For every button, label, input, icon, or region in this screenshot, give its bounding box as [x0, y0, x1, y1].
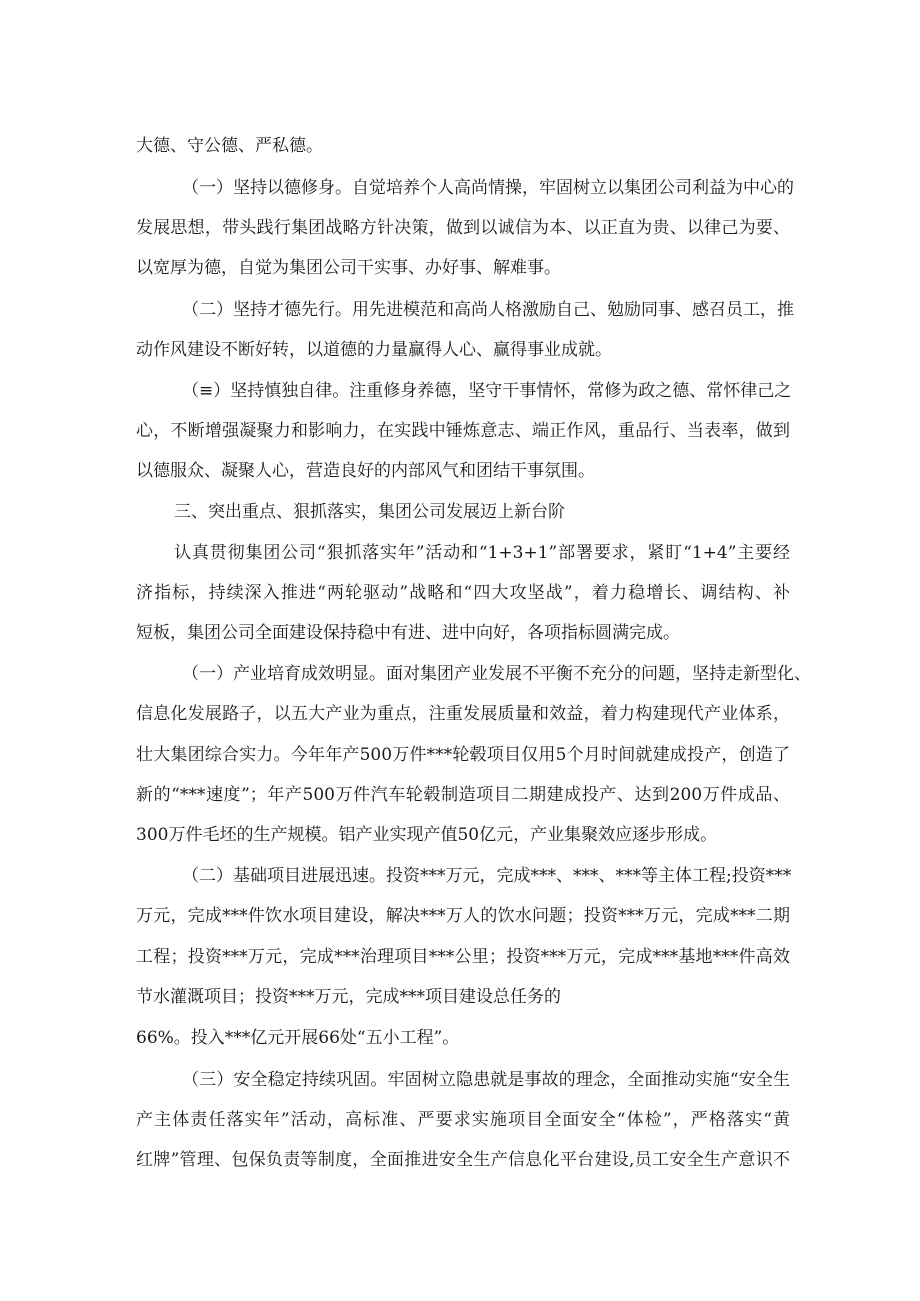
text-line: 新的“***速度”；年产500万件汽车轮毂制造项目二期建成投产、达到200万件成品、 — [136, 785, 790, 805]
text-line: 发展思想，带头践行集团战略方针决策，做到以诚信为本、以正直为贵、以律己为要、 — [136, 218, 790, 238]
text-line: 动作风建设不断好转，以道德的力量赢得人心、赢得事业成就。 — [136, 340, 612, 360]
text-line: 工程；投资***万元，完成***治理项目***公里；投资***万元，完成***基地***件高效 — [136, 947, 790, 967]
text-line: 以宽厚为德，自觉为集团公司干实事、办好事、解难事。 — [136, 258, 561, 278]
text-line: 壮大集团综合实力。今年年产500万件***轮毂项目仅用5个月时间就建成投产，创造了 — [136, 745, 790, 765]
text-line: 300万件毛坯的生产规模。铝产业实现产值50亿元，产业集聚效应逐步形成。 — [136, 825, 718, 845]
paragraph-first-line: （一）产业培育成效明显。面对集团产业发展不平衡不充分的问题，坚持走新型化、 — [182, 664, 811, 684]
paragraph-first-line: （三）安全稳定持续巩固。牢固树立隐患就是事故的理念，全面推动实施“安全生 — [182, 1070, 790, 1090]
text-line: 信息化发展路子，以五大产业为重点，注重发展质量和效益，着力构建现代产业体系， — [136, 704, 790, 724]
text-line: 万元，完成***件饮水项目建设，解决***万人的饮水问题；投资***万元，完成***二期 — [136, 906, 790, 926]
text-line: 以德服众、凝聚人心，营造良好的内部风气和团结干事氛围。 — [136, 461, 595, 481]
paragraph-first-line: （二）坚持才德先行。用先进模范和高尚人格激励自己、勉励同事、感召员工，推 — [182, 300, 794, 320]
paragraph-first-line: （二）基础项目进展迅速。投资***万元，完成***、***、***等主体工程;投资*** — [182, 866, 792, 886]
text-line: 心，不断增强凝聚力和影响力，在实践中锤炼意志、端正作风，重品行、当表率，做到 — [136, 421, 790, 441]
paragraph-first-line: （≡）坚持慎独自律。注重修身养德，坚守干事情怀，常修为政之德、常怀律己之 — [182, 381, 792, 401]
paragraph-first-line: 认真贯彻集团公司“狠抓落实年”活动和“1+3+1”部署要求，紧盯“1+4”主要经 — [174, 543, 790, 563]
text-line: 节水灌溉项目；投资***万元，完成***项目建设总任务的 — [136, 987, 561, 1007]
text-line: 济指标，持续深入推进“两轮驱动”战略和“四大攻坚战”，着力稳增长、调结构、补 — [136, 583, 790, 603]
text-line: 短板，集团公司全面建设保持稳中有进、进中向好，各项指标圆满完成。 — [136, 623, 680, 643]
text-line: 大德、守公德、严私德。 — [136, 136, 323, 156]
text-line: 红牌”管理、包保负责等制度，全面推进安全生产信息化平台建设,员工安全生产意识不 — [136, 1150, 790, 1170]
paragraph-first-line: （一）坚持以德修身。自觉培养个人高尚情操，牢固树立以集团公司利益为中心的 — [182, 178, 794, 198]
text-line: 产主体责任落实年”活动，高标准、严要求实施项目全面安全“体检”，严格落实“黄 — [136, 1110, 790, 1130]
text-line: 66%。投入***亿元开展66处“五小工程”。 — [136, 1028, 460, 1048]
section-heading: 三、突出重点、狠抓落实，集团公司发展迈上新台阶 — [174, 502, 565, 522]
